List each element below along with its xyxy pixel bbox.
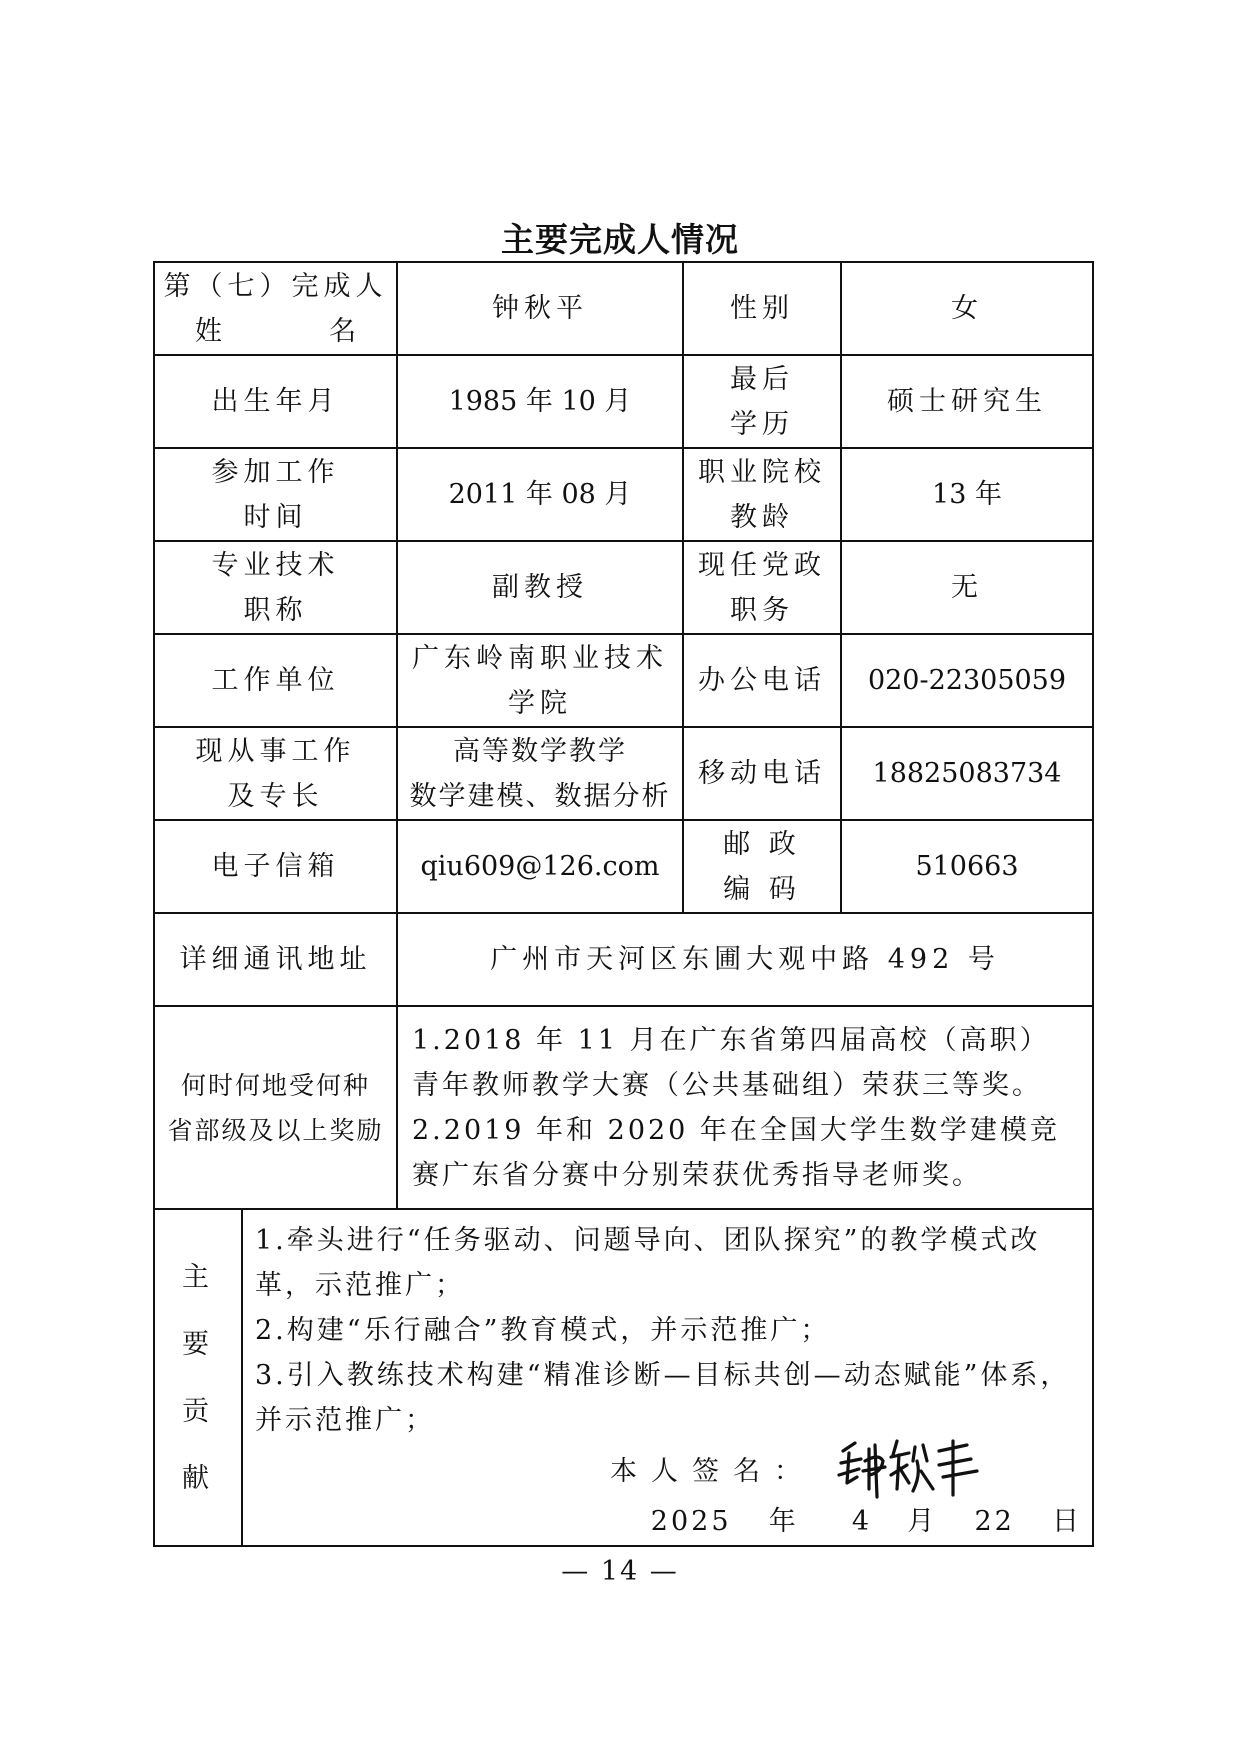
row-name — [154, 262, 1093, 355]
work-start-label-line1: 参加工作 — [211, 456, 340, 488]
current-work-label-line1: 现从事工作 — [195, 735, 356, 767]
postcode-label-line2: 编 码 — [723, 873, 801, 905]
postcode-value: 510663 — [841, 820, 1093, 913]
email-label: 电子信箱 — [154, 820, 397, 913]
teaching-years-label-line1: 职业院校 — [698, 456, 826, 488]
name-label — [154, 262, 397, 355]
row-email — [154, 820, 1093, 913]
contributions-label-char: 献 — [182, 1462, 214, 1494]
name-label-char2: 名 — [329, 315, 357, 347]
work-start-label — [154, 448, 397, 541]
name-label-char1: 姓 — [194, 315, 222, 347]
postcode-label — [683, 820, 841, 913]
date-year: 2025 — [650, 1506, 732, 1537]
mobile-phone-label: 移动电话 — [683, 727, 841, 820]
mobile-phone-value: 18825083734 — [841, 727, 1093, 820]
signature-label: 本人签名： — [610, 1456, 815, 1487]
name-value: 钟秋平 — [397, 262, 683, 355]
party-post-label-line2: 职务 — [730, 594, 794, 626]
address-value: 广州市天河区东圃大观中路 492 号 — [397, 913, 1093, 1006]
teaching-years-label-line2: 教龄 — [730, 501, 794, 533]
professional-title-value: 副教授 — [397, 541, 683, 634]
office-phone-value: 020-22305059 — [841, 634, 1093, 727]
current-work-value — [397, 727, 683, 820]
row-awards — [154, 1006, 1093, 1209]
contribution-item: 2.构建“乐行融合”教育模式，并示范推广； — [255, 1315, 831, 1346]
work-unit-value-line2: 学院 — [508, 687, 572, 719]
contributions-label-char: 要 — [182, 1328, 214, 1360]
work-start-value: 2011 年 08 月 — [397, 448, 683, 541]
award-item: 1.2018 年 11 月在广东省第四届高校（高职）青年教师教学大赛（公共基础组）荣获三等奖。 — [412, 1024, 1050, 1101]
current-work-label-line2: 及专长 — [227, 780, 324, 812]
award-item: 2.2019 年和 2020 年在全国大学生数学建模竞赛广东省分赛中分别荣获优秀指导老师奖。 — [412, 1114, 1060, 1191]
professional-title-label-line2: 职称 — [243, 594, 308, 626]
row-contributions — [154, 1209, 1093, 1546]
date-day: 22 — [974, 1506, 1015, 1537]
contributions-label-char: 贡 — [182, 1395, 214, 1427]
row-unit — [154, 634, 1093, 727]
row-work-start — [154, 448, 1093, 541]
teaching-years-label — [683, 448, 841, 541]
party-post-value: 无 — [841, 541, 1093, 634]
gender-value: 女 — [841, 262, 1093, 355]
birth-value: 1985 年 10 月 — [397, 355, 683, 448]
professional-title-label — [154, 541, 397, 634]
date-month-unit: 月 — [907, 1506, 938, 1537]
contributions-label — [154, 1209, 242, 1546]
awards-label-line1: 何时何地受何种 — [180, 1070, 370, 1100]
name-label-line2 — [155, 309, 396, 354]
work-start-label-line2: 时间 — [243, 501, 308, 533]
handwritten-signature — [835, 1431, 985, 1503]
party-post-label — [683, 541, 841, 634]
name-label-line1: 第（七）完成人 — [163, 270, 388, 302]
teaching-years-value: 13 年 — [841, 448, 1093, 541]
contribution-item: 1.牵头进行“任务驱动、问题导向、团队探究”的教学模式改革，示范推广； — [255, 1225, 1041, 1301]
office-phone-label: 办公电话 — [683, 634, 841, 727]
work-unit-value — [397, 634, 683, 727]
address-label: 详细通讯地址 — [154, 913, 397, 1006]
date-row — [255, 1499, 1082, 1545]
completer-info-table — [153, 261, 1094, 1547]
education-label-line2: 学历 — [730, 408, 794, 440]
party-post-label-line1: 现任党政 — [698, 549, 826, 581]
awards-label — [154, 1006, 397, 1209]
date-day-unit: 日 — [1052, 1506, 1082, 1537]
current-work-label — [154, 727, 397, 820]
professional-title-label-line1: 专业技术 — [211, 549, 340, 581]
birth-label: 出生年月 — [154, 355, 397, 448]
current-work-value-line1: 高等数学教学 — [453, 735, 627, 767]
page-number: — 14 — — [561, 1556, 679, 1587]
contribution-item: 3.引入教练技术构建“精准诊断—目标共创—动态赋能”体系，并示范推广； — [255, 1360, 1071, 1436]
education-label-line1: 最后 — [730, 363, 794, 395]
awards-value — [397, 1006, 1093, 1209]
row-birth — [154, 355, 1093, 448]
current-work-value-line2: 数学建模、数据分析 — [409, 780, 671, 812]
row-title — [154, 541, 1093, 634]
awards-label-line2: 省部级及以上奖励 — [167, 1115, 384, 1145]
postcode-label-line1: 邮 政 — [723, 828, 801, 860]
row-address — [154, 913, 1093, 1006]
work-unit-label: 工作单位 — [154, 634, 397, 727]
contributions-body — [242, 1209, 1093, 1546]
gender-label: 性别 — [683, 262, 841, 355]
email-value: qiu609@126.com — [397, 820, 683, 913]
page-title: 主要完成人情况 — [501, 220, 739, 259]
signature-row — [255, 1449, 1082, 1499]
work-unit-value-line1: 广东岭南职业技术 — [412, 642, 668, 674]
date-month: 4 — [851, 1506, 873, 1537]
row-work — [154, 727, 1093, 820]
education-label — [683, 355, 841, 448]
contributions-label-char: 主 — [182, 1261, 214, 1293]
education-value: 硕士研究生 — [841, 355, 1093, 448]
date-year-unit: 年 — [768, 1506, 799, 1537]
